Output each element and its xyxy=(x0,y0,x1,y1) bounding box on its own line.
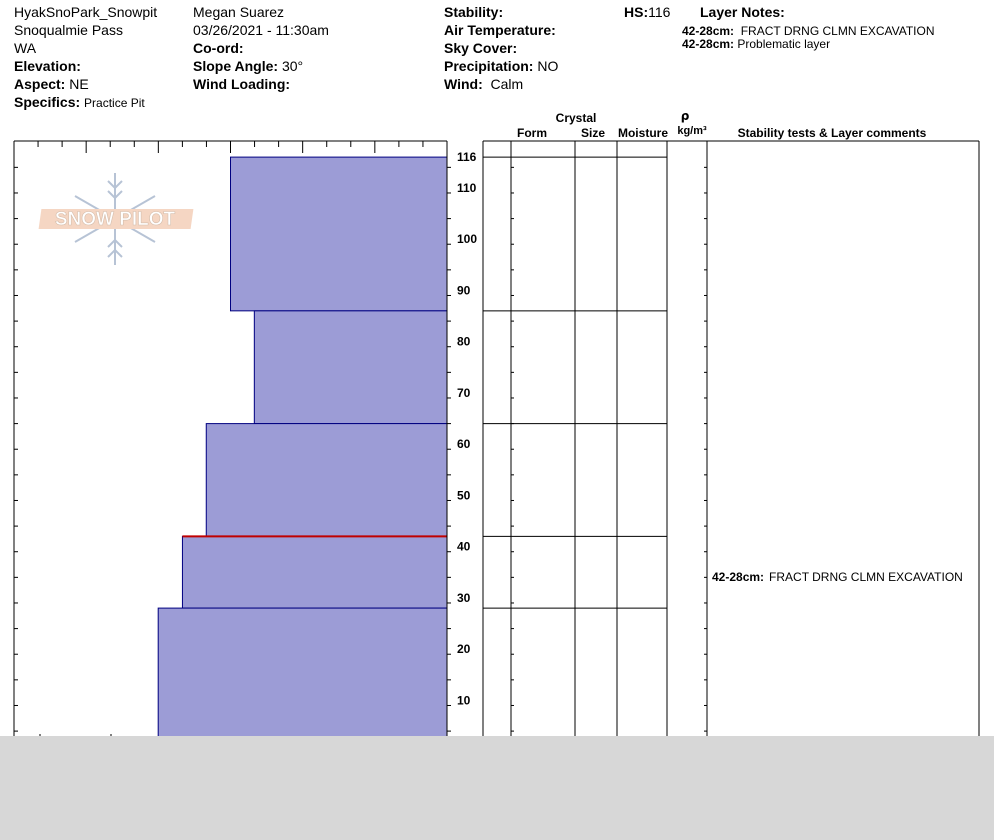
density-unit-header: kg/m³ xyxy=(677,125,707,137)
size-header: Size xyxy=(580,126,606,140)
logo-text: SNOW PILOT xyxy=(54,209,176,230)
layer-notes-title: Layer Notes: xyxy=(700,4,785,20)
hardness-layer-1 xyxy=(231,157,448,311)
wind-value: Calm xyxy=(490,76,524,92)
moisture-header: Moisture xyxy=(617,126,669,140)
stability-comment-text: FRACT DRNG CLMN EXCAVATION xyxy=(769,570,963,584)
form-header: Form xyxy=(517,126,547,140)
hs-value: 116 xyxy=(648,4,671,20)
height-tick-label-30: 30 xyxy=(457,590,471,605)
observer-name: Megan Suarez xyxy=(193,4,285,20)
height-axis xyxy=(447,141,477,760)
slope-label: Slope Angle: xyxy=(193,58,279,74)
coord-label: Co-ord: xyxy=(193,40,244,56)
height-tick-label-50: 50 xyxy=(457,488,471,503)
aspect-value: NE xyxy=(69,76,89,92)
empty-footer-area xyxy=(0,736,994,840)
aspect-label: Aspect: xyxy=(14,76,66,92)
height-tick-label-80: 80 xyxy=(457,334,471,349)
observation-datetime: 03/26/2021 - 11:30am xyxy=(193,22,329,38)
specifics-value: Practice Pit xyxy=(84,96,145,110)
stability-comment-range: 42-28cm: xyxy=(712,570,765,584)
stability-comments-header: Stability tests & Layer comments xyxy=(737,126,927,140)
wind-loading-label: Wind Loading: xyxy=(193,76,291,92)
hs-label: HS: xyxy=(624,4,649,20)
height-tick-label-40: 40 xyxy=(457,539,471,554)
specifics-label: Specifics: xyxy=(14,94,81,110)
crystal-table xyxy=(483,141,979,760)
precip-label: Precipitation: xyxy=(444,58,534,74)
layer-note-2-text: Problematic layer xyxy=(737,37,831,51)
height-tick-label-110: 110 xyxy=(457,180,477,195)
air-temp-label: Air Temperature: xyxy=(444,22,556,38)
rho-header: ρ xyxy=(680,109,690,123)
state-name: WA xyxy=(14,40,37,56)
slope-value: 30° xyxy=(281,58,304,74)
layer-note-1-range: 42-28cm: xyxy=(682,24,735,38)
location-name: HyakSnoPark_Snowpit xyxy=(14,4,158,20)
height-tick-label-20: 20 xyxy=(457,642,471,657)
height-tick-label-60: 60 xyxy=(457,437,471,452)
height-tick-label-70: 70 xyxy=(457,385,471,400)
height-tick-label-116: 116 xyxy=(457,150,477,165)
stability-label: Stability: xyxy=(444,4,504,20)
wind-label: Wind: xyxy=(444,76,483,92)
hardness-layer-4 xyxy=(182,536,447,608)
sky-cover-label: Sky Cover: xyxy=(444,40,518,56)
area-name: Snoqualmie Pass xyxy=(14,22,123,38)
hardness-layer-3 xyxy=(206,424,447,537)
stability-comment xyxy=(712,570,963,584)
height-tick-label-10: 10 xyxy=(457,693,471,708)
snowpilot-logo xyxy=(39,173,194,265)
height-tick-label-90: 90 xyxy=(457,283,471,298)
layer-note-1-text: FRACT DRNG CLMN EXCAVATION xyxy=(740,24,935,38)
height-tick-label-100: 100 xyxy=(457,232,478,247)
precip-value: NO xyxy=(537,58,559,74)
hardness-layer-5 xyxy=(158,608,447,752)
crystal-header: Crystal xyxy=(555,111,597,125)
elevation-label: Elevation: xyxy=(14,58,81,74)
layer-note-2-range: 42-28cm: xyxy=(682,37,735,51)
hardness-layer-2 xyxy=(254,311,447,424)
hardness-layers xyxy=(158,157,447,752)
